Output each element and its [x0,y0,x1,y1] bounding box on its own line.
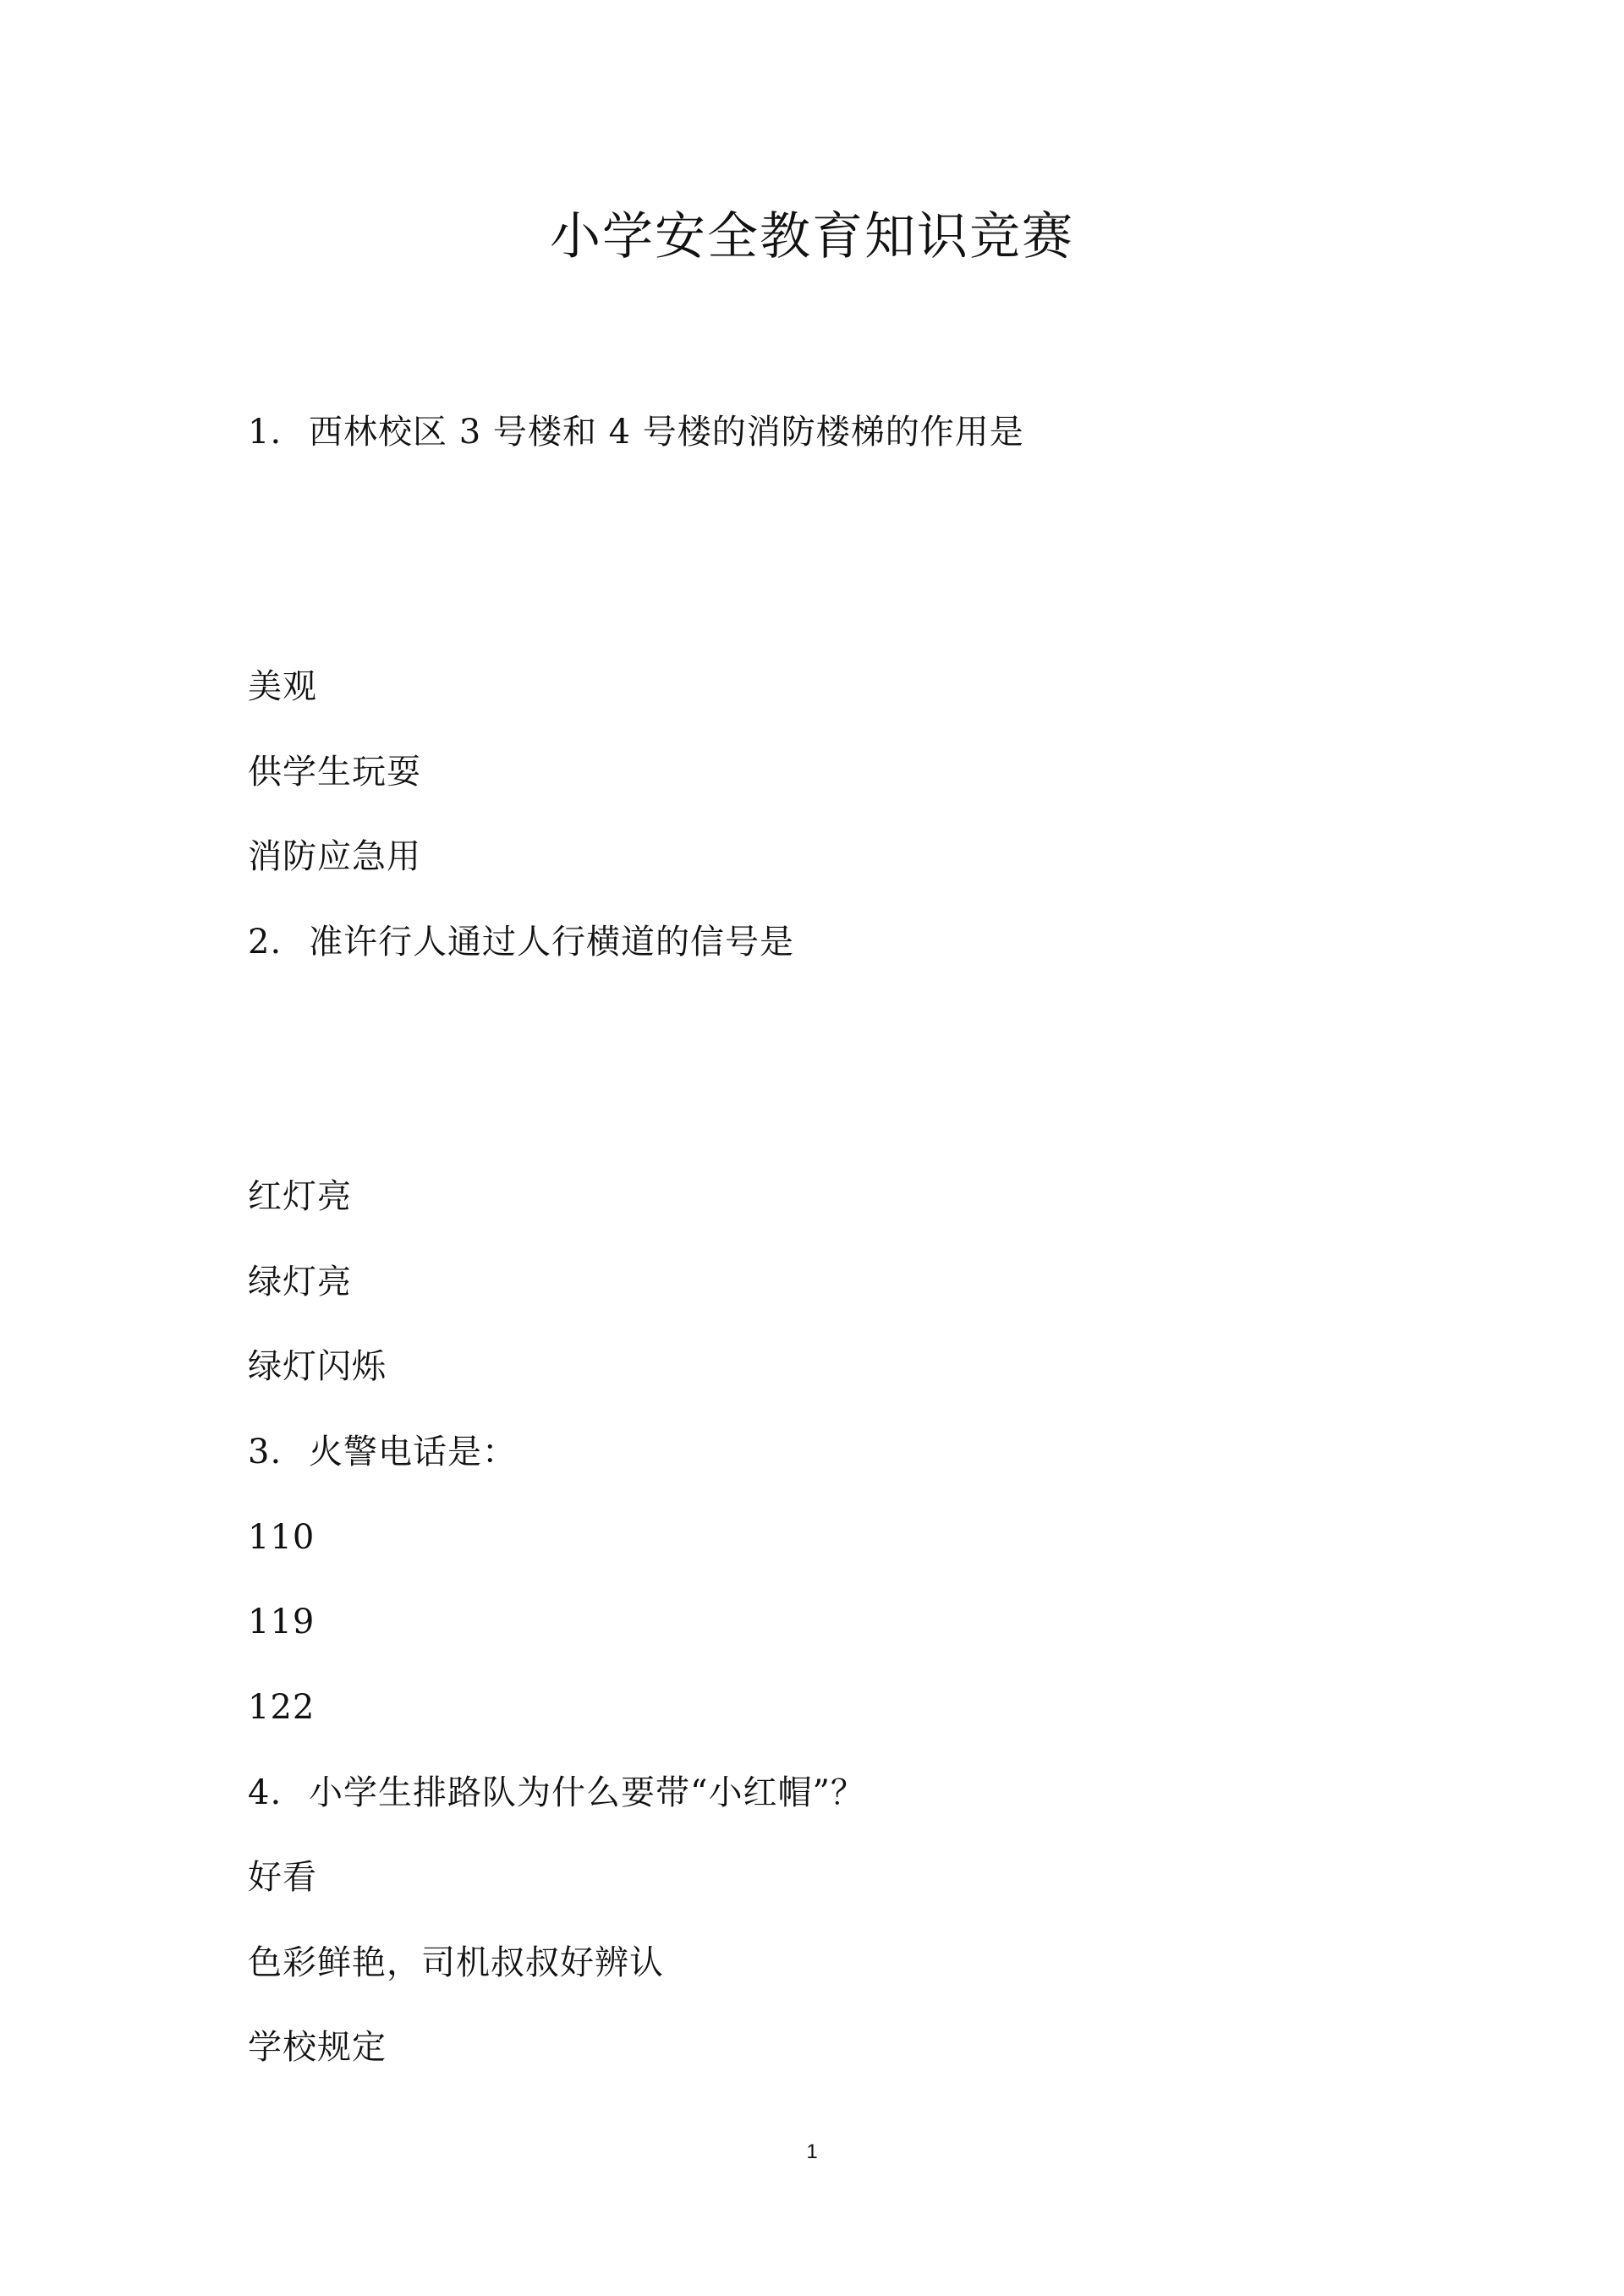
question-1-option-2: 供学生玩耍 [248,753,421,792]
question-2-option-3: 绿灯闪烁 [248,1347,387,1386]
question-text: 火警电话是： [309,1433,517,1471]
question-1-option-1: 美观 [248,667,317,706]
question-number: 3. [248,1433,283,1471]
question-number: 2. [248,923,283,962]
question-text: 西林校区 3 号楼和 4 号楼的消防楼梯的作用是 [309,413,1024,452]
question-text: 小学生排路队为什么要带“小红帽”？ [309,1773,865,1812]
question-3 [248,1431,517,1473]
question-3-option-3: 122 [248,1688,315,1727]
question-4 [248,1772,865,1814]
question-4-option-2: 色彩鲜艳，司机叔叔好辨认 [248,1943,664,1982]
question-1-option-3: 消防应急用 [248,837,421,876]
page-number: 1 [806,2140,818,2163]
question-number: 1. [248,413,283,452]
question-3-option-2: 119 [248,1603,315,1641]
question-3-option-1: 110 [248,1518,315,1557]
question-4-option-1: 好看 [248,1858,317,1897]
page-title: 小学安全教育知识竞赛 [550,207,1074,266]
question-2-option-2: 绿灯亮 [248,1263,352,1301]
question-4-option-3: 学校规定 [248,2028,387,2067]
question-2 [248,921,794,963]
question-text: 准许行人通过人行横道的信号是 [309,923,794,962]
question-2-option-1: 红灯亮 [248,1177,352,1216]
question-1 [248,411,1024,453]
question-number: 4. [248,1773,283,1812]
